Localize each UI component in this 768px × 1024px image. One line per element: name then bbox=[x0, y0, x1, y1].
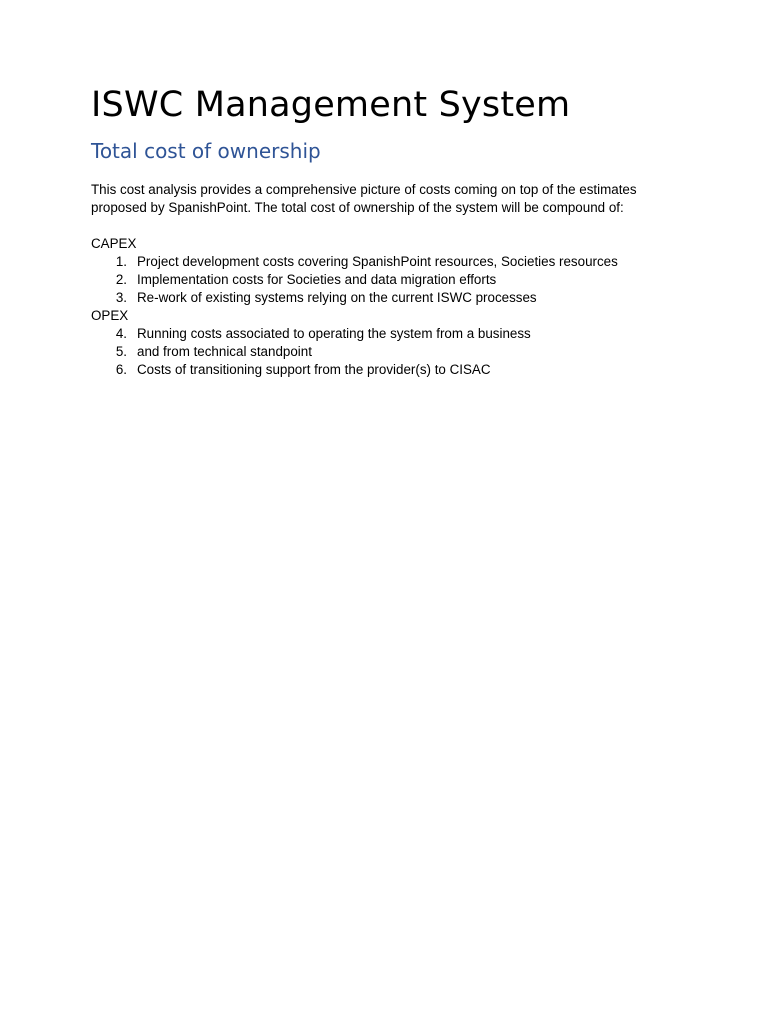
list-item bbox=[91, 325, 691, 343]
opex-list bbox=[91, 325, 691, 379]
list-item-text: Project development costs covering SpanishPoint resources, Societies resources bbox=[137, 254, 618, 269]
document-title: ISWC Management System bbox=[91, 85, 571, 125]
list-item-text: Costs of transitioning support from the provider(s) to CISAC bbox=[137, 362, 491, 377]
list-item-number: 1. bbox=[115, 254, 127, 269]
list-item-number: 2. bbox=[115, 272, 127, 287]
list-item-number: 5. bbox=[115, 344, 127, 359]
document-page bbox=[91, 82, 691, 379]
list-item bbox=[91, 271, 691, 289]
intro-paragraph: This cost analysis provides a comprehensive picture of costs coming on top of the estimates proposed by SpanishPoint. The total cost of ownership of the system will be compound of: bbox=[91, 182, 637, 215]
list-item bbox=[91, 289, 691, 307]
list-item-text: Implementation costs for Societies and data migration efforts bbox=[137, 272, 497, 287]
list-item-text: Re-work of existing systems relying on the current ISWC processes bbox=[137, 290, 537, 305]
list-item-text: and from technical standpoint bbox=[137, 344, 312, 359]
section-heading: Total cost of ownership bbox=[91, 139, 321, 163]
list-item-number: 4. bbox=[115, 326, 127, 341]
capex-list bbox=[91, 253, 691, 307]
list-item-number: 3. bbox=[115, 290, 127, 305]
capex-label: CAPEX bbox=[91, 236, 137, 251]
opex-label: OPEX bbox=[91, 308, 129, 323]
list-item bbox=[91, 361, 691, 379]
list-item bbox=[91, 343, 691, 361]
list-item-number: 6. bbox=[115, 362, 127, 377]
list-item bbox=[91, 253, 691, 271]
list-item-text: Running costs associated to operating the system from a business bbox=[137, 326, 531, 341]
